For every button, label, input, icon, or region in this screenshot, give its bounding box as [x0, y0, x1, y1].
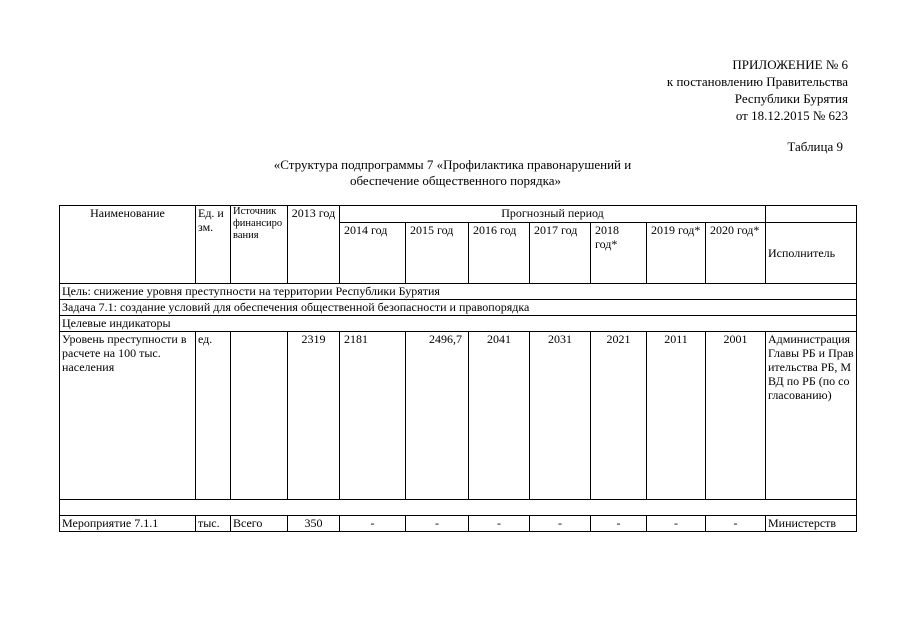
measure-executor: Министерств: [766, 516, 857, 532]
measure-2014: -: [340, 516, 406, 532]
measure-source: Всего: [231, 516, 288, 532]
measure-2018: -: [591, 516, 647, 532]
measure-2019: -: [647, 516, 706, 532]
measure-2013: 350: [288, 516, 340, 532]
col-2020-header: 2020 год*: [706, 223, 766, 284]
col-executor-header: Исполнитель: [766, 223, 857, 284]
title-line-2: обеспечение общественного порядка»: [349, 173, 562, 188]
col-unit-header: Ед. изм.: [196, 206, 231, 284]
resolution-ref: к постановлению Правительства: [666, 74, 848, 89]
title-line-1: «Структура подпрограммы 7 «Профилактика правонарушений и: [273, 157, 632, 172]
col-2016-header: 2016 год: [469, 223, 530, 284]
indicator-2019: 2011: [647, 332, 706, 500]
measure-2015: -: [406, 516, 469, 532]
col-source-header: Источник финансирования: [231, 206, 288, 284]
col-name-header: Наименование: [60, 206, 196, 284]
table-number: Таблица 9: [787, 139, 843, 154]
indicator-2015: 2496,7: [406, 332, 469, 500]
col-2015-header: 2015 год: [406, 223, 469, 284]
col-2013-header: 2013 год: [288, 206, 340, 284]
measure-2017: -: [530, 516, 591, 532]
indicator-executor: Администрация Главы РБ и Правительства РБ, МВД по РБ (по согласованию): [766, 332, 857, 500]
col-2018-header: 2018 год*: [591, 223, 647, 284]
measure-unit: тыс.: [196, 516, 231, 532]
goal-text: Цель: снижение уровня преступности на территории Республики Бурятия: [60, 284, 857, 300]
goal-row: [60, 284, 857, 300]
indicator-unit: ед.: [196, 332, 231, 500]
task-row: [60, 300, 857, 316]
resolution-date: от 18.12.2015 № 623: [735, 108, 848, 123]
indicator-2020: 2001: [706, 332, 766, 500]
forecast-period-header: Прогнозный период: [340, 206, 766, 223]
header-row-1: [60, 206, 857, 223]
structure-table: [59, 205, 857, 532]
measure-2016: -: [469, 516, 530, 532]
indicator-2014: 2181: [340, 332, 406, 500]
table-row: [60, 516, 857, 532]
indicator-source: [231, 332, 288, 500]
indicator-2013: 2319: [288, 332, 340, 500]
indicators-text: Целевые индикаторы: [60, 316, 857, 332]
spacer-row: [60, 500, 857, 516]
document-title: [0, 157, 905, 189]
indicator-2016: 2041: [469, 332, 530, 500]
document-header: [667, 56, 848, 124]
col-2017-header: 2017 год: [530, 223, 591, 284]
indicators-row: [60, 316, 857, 332]
executor-header-top: [766, 206, 857, 223]
indicator-name: Уровень преступности в расчете на 100 тыс. населения: [60, 332, 196, 500]
appendix-number: ПРИЛОЖЕНИЕ № 6: [732, 57, 848, 72]
indicator-2017: 2031: [530, 332, 591, 500]
republic-name: Республики Бурятия: [734, 91, 848, 106]
measure-2020: -: [706, 516, 766, 532]
task-text: Задача 7.1: создание условий для обеспечения общественной безопасности и правопорядка: [60, 300, 857, 316]
measure-name: Мероприятие 7.1.1: [60, 516, 196, 532]
col-2019-header: 2019 год*: [647, 223, 706, 284]
indicator-2018: 2021: [591, 332, 647, 500]
col-2014-header: 2014 год: [340, 223, 406, 284]
table-row: [60, 332, 857, 500]
